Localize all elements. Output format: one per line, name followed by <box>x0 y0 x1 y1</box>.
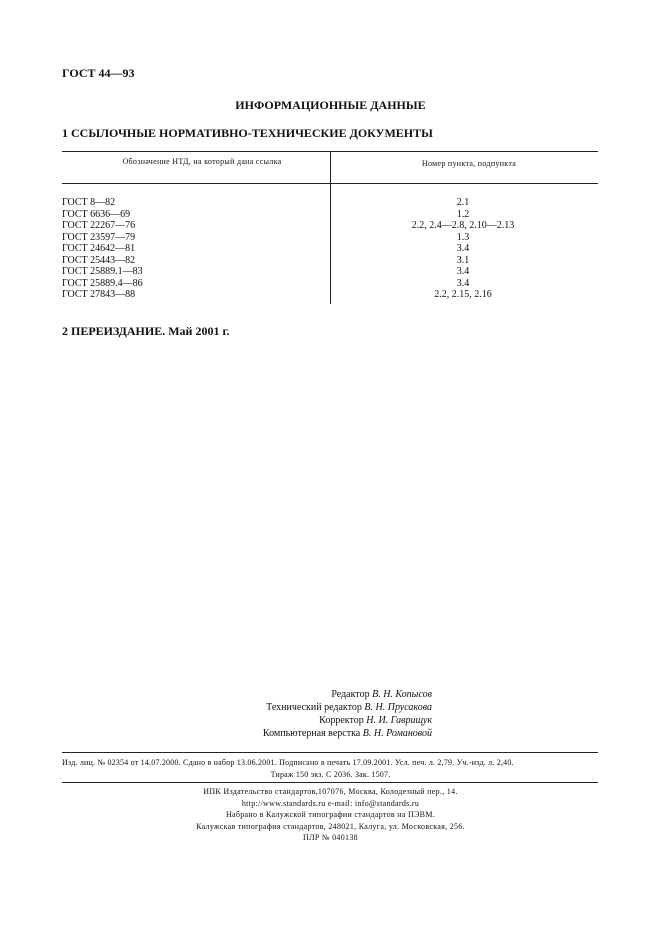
section2-title: 2 ПЕРЕИЗДАНИЕ. Май 2001 г. <box>62 324 230 338</box>
reference-cell: ГОСТ 25889.1—83 <box>62 266 143 277</box>
table-row <box>62 255 602 267</box>
clause-cell: 1.2 <box>456 208 470 220</box>
credit-editor <box>0 688 661 701</box>
publication-line-1: Изд. лиц. № 02354 от 14.07.2000. Сдано в набор 13.06.2001. Подписано в печать 17.09.2001. Усл. печ. л. 2,79. Уч.-изд. л. 2,40. <box>62 758 514 767</box>
credit-proofreader <box>0 714 661 727</box>
credit-name: В. Н. Копысов <box>372 689 432 700</box>
column-header-document: Обозначение НТД, на который дана ссылка <box>122 157 282 166</box>
reference-cell: ГОСТ 25443—82 <box>62 254 136 266</box>
reference-cell: ГОСТ 23597—79 <box>62 231 136 243</box>
reference-cell: ГОСТ 25889.4—86 <box>62 277 143 289</box>
clause-cell: 2.1 <box>456 197 470 208</box>
credit-role: Редактор <box>331 689 370 700</box>
clause-cell: 3.4 <box>456 266 470 277</box>
printer-line: Набрано в Калужской типографии стандартов на ПЭВМ. <box>225 810 436 819</box>
reference-cell: ГОСТ 27843—88 <box>62 289 136 300</box>
document-code: ГОСТ 44—93 <box>62 66 135 80</box>
credits-block <box>0 688 661 740</box>
credit-name: Н. И. Гаврищук <box>366 715 432 726</box>
table-row <box>62 209 602 221</box>
reference-cell: ГОСТ 8—82 <box>62 197 116 208</box>
clause-cell: 3.4 <box>456 243 470 254</box>
footer-top-rule <box>62 752 598 753</box>
credit-name: В. Н. Прусакова <box>364 702 432 713</box>
printer-info <box>0 786 661 844</box>
clause-cell: 2.2, 2.4—2.8, 2.10—2.13 <box>411 220 515 231</box>
credit-role: Компьютерная верстка <box>262 728 361 739</box>
printer-line: http://www.standards.ru e-mail: info@standards.ru <box>241 798 420 808</box>
credit-role: Технический редактор <box>266 702 362 713</box>
table-row <box>62 278 602 290</box>
reference-cell: ГОСТ 24642—81 <box>62 243 136 254</box>
clause-cell: 3.1 <box>456 254 470 266</box>
credit-role: Корректор <box>319 715 364 726</box>
clause-cell: 3.4 <box>456 277 470 289</box>
table-row <box>62 289 602 301</box>
credit-layout <box>0 727 661 740</box>
table-row <box>62 243 602 255</box>
printer-line: ИПК Издательство стандартов,107076, Москва, Колодезный пер., 14. <box>203 787 458 796</box>
table-row <box>62 232 602 244</box>
credit-tech-editor <box>0 701 661 714</box>
table-row <box>62 266 602 278</box>
footer-bottom-rule <box>62 782 598 783</box>
info-title: ИНФОРМАЦИОННЫЕ ДАННЫЕ <box>235 98 426 112</box>
credit-name: В. Н. Романовой <box>362 728 432 739</box>
printer-line: ПЛР № 040138 <box>303 833 358 842</box>
reference-cell: ГОСТ 22267—76 <box>62 220 136 231</box>
publication-line-2: Тираж 150 экз. С 2036. Зак. 1507. <box>270 770 391 779</box>
reference-cell: ГОСТ 6636—69 <box>62 208 131 220</box>
clause-cell: 1.3 <box>456 231 470 243</box>
printer-line: Калужская типография стандартов, 248021, Калуга, ул. Московская, 256. <box>196 821 465 831</box>
column-header-clause: Номер пункта, подпункта <box>421 159 517 168</box>
table-row <box>62 220 602 232</box>
clause-cell: 2.2, 2.15, 2.16 <box>434 289 492 300</box>
section1-title: 1 ССЫЛОЧНЫЕ НОРМАТИВНО-ТЕХНИЧЕСКИЕ ДОКУМЕНТЫ <box>62 126 433 140</box>
table-body <box>62 197 602 301</box>
table-row <box>62 197 602 209</box>
